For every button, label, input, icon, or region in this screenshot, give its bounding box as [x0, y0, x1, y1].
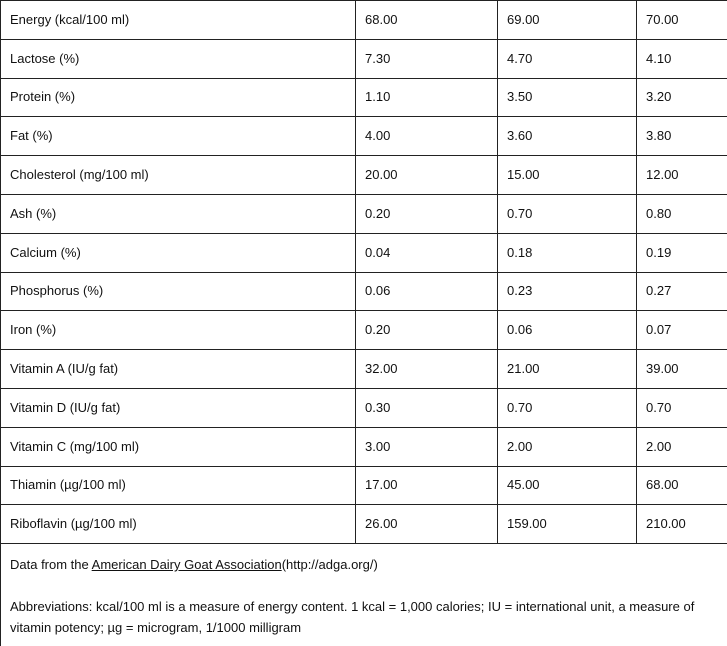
table-row	[1, 350, 727, 389]
adga-link[interactable]: American Dairy Goat Association	[92, 557, 282, 572]
row-label: Phosphorus (%)	[1, 272, 356, 311]
value-cell: 68.00	[356, 1, 498, 40]
value-cell: 3.80	[637, 117, 727, 156]
value-cell: 0.19	[637, 233, 727, 272]
value-cell: 0.30	[356, 388, 498, 427]
row-label: Lactose (%)	[1, 39, 356, 78]
value-cell: 0.80	[637, 194, 727, 233]
row-label: Thiamin (µg/100 ml)	[1, 466, 356, 505]
row-label: Vitamin D (IU/g fat)	[1, 388, 356, 427]
value-cell: 0.27	[637, 272, 727, 311]
value-cell: 4.70	[498, 39, 637, 78]
table-row	[1, 427, 727, 466]
table-row	[1, 156, 727, 195]
value-cell: 1.10	[356, 78, 498, 117]
row-label: Fat (%)	[1, 117, 356, 156]
table-row	[1, 78, 727, 117]
row-label: Riboflavin (µg/100 ml)	[1, 505, 356, 544]
value-cell: 68.00	[637, 466, 727, 505]
value-cell: 45.00	[498, 466, 637, 505]
table-row	[1, 39, 727, 78]
table-body	[1, 1, 727, 544]
row-label: Vitamin C (mg/100 ml)	[1, 427, 356, 466]
value-cell: 0.70	[498, 388, 637, 427]
table-row	[1, 1, 727, 40]
value-cell: 12.00	[637, 156, 727, 195]
value-cell: 0.18	[498, 233, 637, 272]
value-cell: 0.07	[637, 311, 727, 350]
value-cell: 21.00	[498, 350, 637, 389]
row-label: Iron (%)	[1, 311, 356, 350]
table-row	[1, 194, 727, 233]
value-cell: 3.50	[498, 78, 637, 117]
table-row	[1, 117, 727, 156]
value-cell: 7.30	[356, 39, 498, 78]
source-note	[10, 556, 719, 574]
row-label: Vitamin A (IU/g fat)	[1, 350, 356, 389]
abbreviations-note: Abbreviations: kcal/100 ml is a measure of energy content. 1 kcal = 1,000 calories; IU = international unit, a measure of vitamin potency; µg = microgram, 1/1000 milligram	[10, 596, 719, 638]
value-cell: 0.70	[637, 388, 727, 427]
value-cell: 0.06	[498, 311, 637, 350]
value-cell: 32.00	[356, 350, 498, 389]
value-cell: 4.00	[356, 117, 498, 156]
row-label: Calcium (%)	[1, 233, 356, 272]
value-cell: 2.00	[498, 427, 637, 466]
source-url: (http://adga.org/)	[282, 557, 378, 572]
row-label: Ash (%)	[1, 194, 356, 233]
row-label: Cholesterol (mg/100 ml)	[1, 156, 356, 195]
value-cell: 26.00	[356, 505, 498, 544]
value-cell: 0.20	[356, 194, 498, 233]
notes-cell	[1, 544, 727, 646]
table-row	[1, 272, 727, 311]
value-cell: 3.20	[637, 78, 727, 117]
source-prefix: Data from the	[10, 557, 92, 572]
value-cell: 0.20	[356, 311, 498, 350]
value-cell: 70.00	[637, 1, 727, 40]
value-cell: 0.70	[498, 194, 637, 233]
table-row	[1, 466, 727, 505]
value-cell: 0.23	[498, 272, 637, 311]
value-cell: 17.00	[356, 466, 498, 505]
table-row	[1, 311, 727, 350]
value-cell: 159.00	[498, 505, 637, 544]
value-cell: 3.00	[356, 427, 498, 466]
table-row	[1, 505, 727, 544]
value-cell: 4.10	[637, 39, 727, 78]
value-cell: 39.00	[637, 350, 727, 389]
table-row	[1, 233, 727, 272]
table-row	[1, 388, 727, 427]
value-cell: 0.06	[356, 272, 498, 311]
value-cell: 0.04	[356, 233, 498, 272]
value-cell: 15.00	[498, 156, 637, 195]
value-cell: 3.60	[498, 117, 637, 156]
value-cell: 20.00	[356, 156, 498, 195]
row-label: Protein (%)	[1, 78, 356, 117]
value-cell: 69.00	[498, 1, 637, 40]
row-label: Energy (kcal/100 ml)	[1, 1, 356, 40]
value-cell: 210.00	[637, 505, 727, 544]
value-cell: 2.00	[637, 427, 727, 466]
footer-row	[1, 544, 727, 646]
